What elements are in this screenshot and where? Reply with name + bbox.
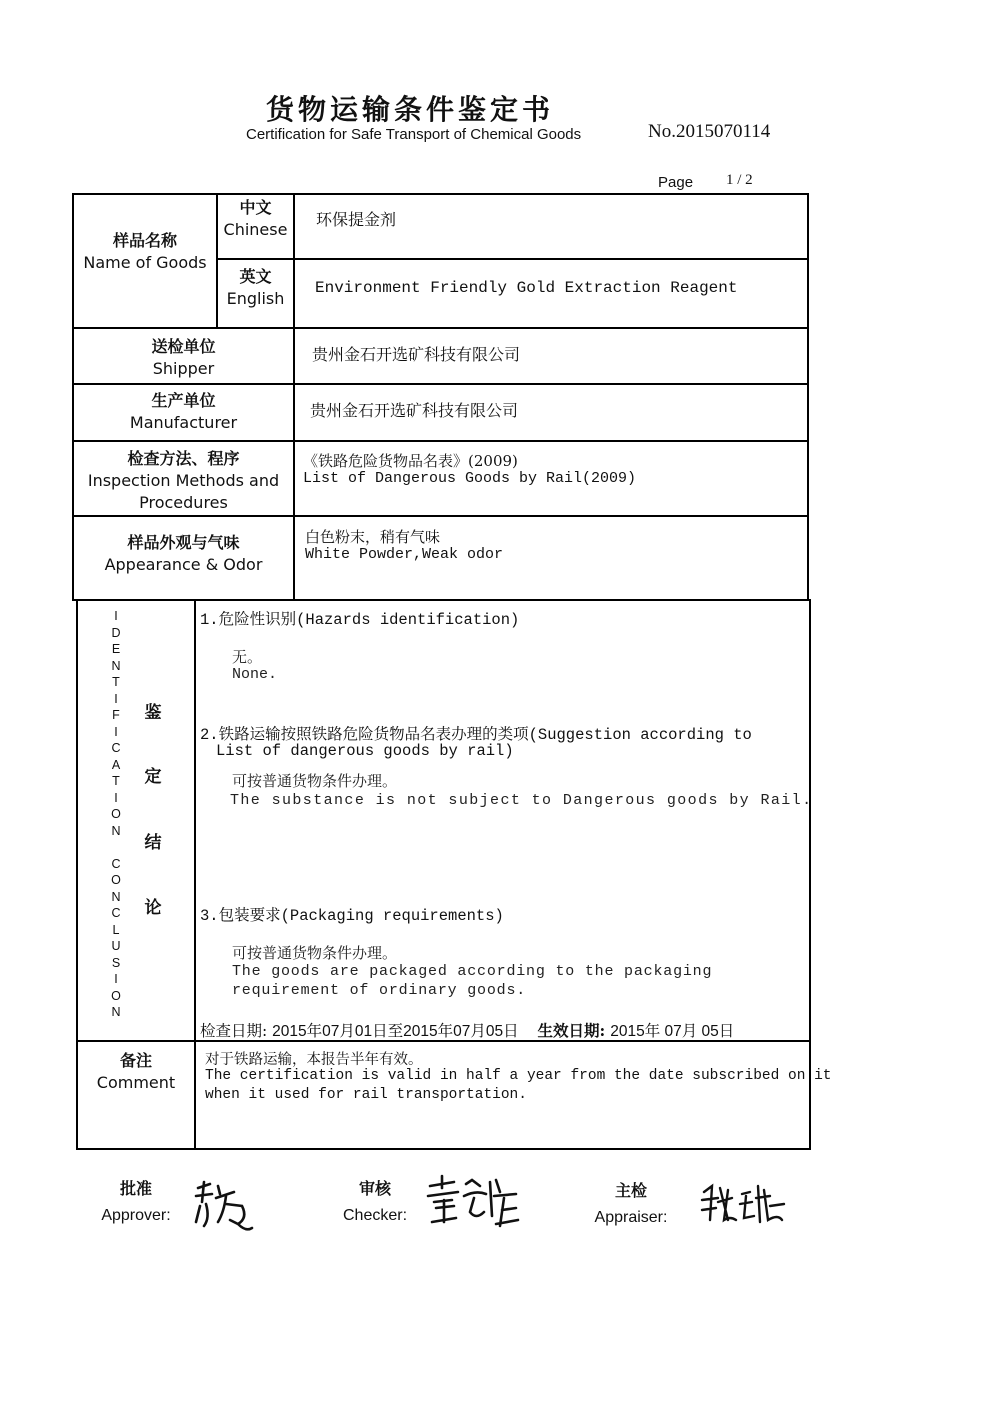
english-label [218, 266, 293, 310]
inspect-date-value: 2015年07月01日至2015年07月05日 [272, 1023, 519, 1040]
inspection-label-en-2: Procedures [139, 493, 228, 512]
section-packaging-en-1: The goods are packaged according to the packaging [232, 963, 713, 980]
appraiser-label-en: Appraiser: [594, 1209, 668, 1226]
certificate-number: No.2015070114 [648, 121, 771, 142]
approver-label [96, 1176, 176, 1225]
manufacturer-value: 贵州金石开选矿科技有限公司 [310, 401, 519, 420]
goods-name-label-en: Name of Goods [83, 253, 207, 272]
inspection-value-cn: 《铁路危险货物品名表》(2009) [303, 452, 518, 470]
goods-name-label [74, 230, 216, 274]
appearance-label-cn: 样品外观与气味 [127, 533, 240, 552]
comment-label [78, 1050, 194, 1094]
identification-conclusion-vertical-label: I D E N T I F I C A T I O N C O N C L U S I O N [111, 609, 121, 1019]
page-label: Page [658, 174, 694, 191]
section-packaging-en-2: requirement of ordinary goods. [232, 982, 527, 999]
section-suggestion-title-1: 2.铁路运输按照铁路危险货物品名表办理的类项(Suggestion according to [200, 726, 752, 744]
inspection-label-en-1: Inspection Methods and [87, 471, 280, 490]
comment-label-cn: 备注 [119, 1051, 152, 1070]
english-label-cn: 英文 [239, 267, 272, 286]
chinese-label-cn: 中文 [239, 198, 272, 217]
title-english: Certification for Safe Transport of Chemical Goods [246, 126, 582, 143]
goods-name-label-cn: 样品名称 [112, 231, 177, 250]
goods-english-name: Environment Friendly Gold Extraction Reagent [315, 279, 738, 297]
conclusion-char-4: 论 [144, 898, 162, 918]
approver-signature [190, 1178, 260, 1234]
appraiser-signature [698, 1180, 788, 1230]
inspection-label-cn: 检查方法、程序 [127, 449, 240, 468]
shipper-label-cn: 送检单位 [151, 337, 216, 356]
appraiser-label-cn: 主检 [614, 1181, 647, 1200]
section-hazards-en: None. [232, 666, 278, 683]
appearance-value-cn: 白色粉末，稍有气味 [305, 528, 441, 546]
conclusion-char-1: 鉴 [144, 703, 162, 723]
section-packaging-cn: 可按普通货物条件办理。 [232, 946, 398, 963]
comment-value-en-1: The certification is valid in half a year from the date subscribed on it [205, 1068, 832, 1084]
inspection-label [74, 448, 293, 514]
date-row [200, 1019, 734, 1041]
approver-label-en: Approver: [101, 1207, 171, 1224]
comment-value-en-2: when it used for rail transportation. [205, 1087, 527, 1103]
checker-signature [424, 1172, 520, 1234]
checker-label-en: Checker: [342, 1207, 408, 1224]
manufacturer-label-cn: 生产单位 [151, 391, 216, 410]
comment-value-cn: 对于铁路运输，本报告半年有效。 [205, 1052, 423, 1068]
section-hazards-title: 1.危险性识别(Hazards identification) [200, 611, 520, 629]
effective-date-value: 2015年 07月 05日 [610, 1023, 735, 1040]
english-label-en: English [226, 289, 285, 308]
goods-chinese-name: 环保提金剂 [316, 210, 397, 229]
manufacturer-label-en: Manufacturer [129, 413, 238, 432]
manufacturer-label [74, 390, 293, 434]
section-suggestion-cn: 可按普通货物条件办理。 [232, 774, 398, 791]
appearance-value-en: White Powder,Weak odor [305, 546, 504, 563]
checker-label [338, 1176, 412, 1225]
page-number: 1 / 2 [726, 172, 753, 188]
checker-label-cn: 审核 [358, 1179, 391, 1198]
section-hazards-cn: 无。 [232, 650, 263, 667]
section-suggestion-title-2: List of dangerous goods by rail) [216, 742, 514, 760]
section-suggestion-en: The substance is not subject to Dangerous goods by Rail. [230, 792, 813, 809]
approver-label-cn: 批准 [119, 1179, 152, 1198]
chinese-label [218, 197, 293, 241]
conclusion-char-2: 定 [144, 767, 162, 787]
shipper-value: 贵州金石开选矿科技有限公司 [312, 345, 521, 364]
appearance-label [74, 532, 293, 576]
inspect-date-label: 检查日期: [200, 1022, 268, 1040]
section-packaging-title: 3.包装要求(Packaging requirements) [200, 907, 504, 925]
comment-label-en: Comment [96, 1073, 176, 1092]
conclusion-char-3: 结 [144, 833, 162, 853]
shipper-label-en: Shipper [152, 359, 215, 378]
inspection-value-en: List of Dangerous Goods by Rail(2009) [303, 470, 637, 487]
title-chinese: 货物运输条件鉴定书 [265, 93, 554, 126]
chinese-label-en: Chinese [223, 220, 288, 239]
shipper-label [74, 336, 293, 380]
appearance-label-en: Appearance & Odor [104, 555, 263, 574]
effective-date-label: 生效日期: [537, 1021, 606, 1040]
appraiser-label [590, 1178, 672, 1227]
